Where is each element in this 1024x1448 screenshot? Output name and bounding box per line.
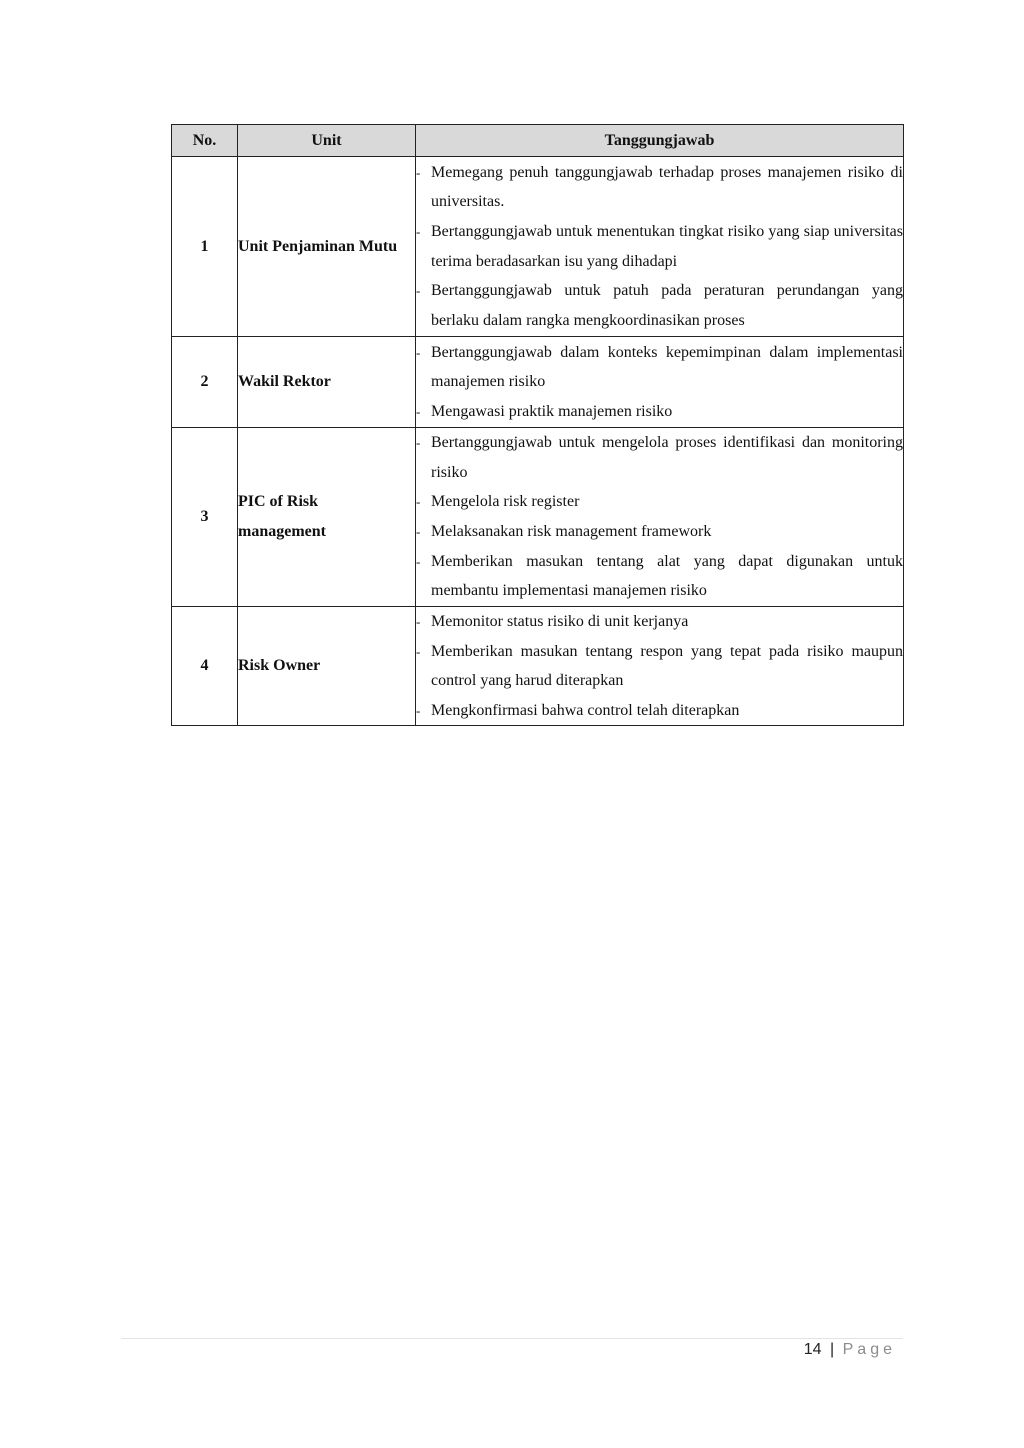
list-item — [416, 428, 903, 487]
table-row — [172, 428, 904, 607]
item-text: Memonitor status risiko di unit kerjanya — [431, 613, 689, 630]
footer-separator: | — [830, 1341, 835, 1358]
bullet-dash: - — [416, 164, 421, 180]
bullet-dash: - — [416, 223, 421, 239]
row-number: 3 — [172, 428, 238, 607]
item-text: Memberikan masukan tentang respon yang tepat pada risiko maupun control yang harud diterapkan — [431, 642, 903, 690]
row-number: 2 — [172, 337, 238, 428]
bullet-dash: - — [416, 435, 421, 451]
item-text: Mengelola risk register — [431, 493, 580, 511]
page-footer — [804, 1341, 896, 1359]
list-item — [416, 158, 903, 217]
responsibility-cell — [416, 337, 904, 428]
item-text: Mengawasi praktik manajemen risiko — [431, 402, 673, 420]
bullet-dash: - — [416, 283, 421, 299]
header-no: No. — [172, 125, 238, 157]
bullet-dash: - — [416, 344, 421, 360]
list-item — [416, 547, 903, 606]
list-item — [416, 487, 903, 517]
table-header-row — [172, 125, 904, 157]
table-row — [172, 607, 904, 726]
list-item — [416, 696, 903, 726]
list-item — [416, 607, 903, 637]
responsibility-cell — [416, 157, 904, 337]
bullet-dash: - — [416, 524, 421, 539]
list-item — [416, 637, 903, 696]
bullet-dash: - — [416, 614, 421, 629]
responsibility-cell — [416, 428, 904, 607]
unit-name-line: PIC of Risk — [238, 493, 319, 510]
item-text: Bertanggungjawab dalam konteks kepemimpinan dalam implementasi manajemen risiko — [431, 343, 903, 391]
bullet-dash: - — [416, 403, 421, 419]
item-text: Melaksanakan risk management framework — [431, 523, 712, 540]
bullet-dash: - — [416, 702, 421, 718]
list-item — [416, 338, 903, 397]
responsibility-table — [171, 124, 904, 726]
header-tanggungjawab: Tanggungjawab — [416, 125, 904, 157]
responsibility-cell — [416, 607, 904, 726]
item-text: Bertanggungjawab untuk patuh pada peraturan perundangan yang berlaku dalam rangka mengkoordinasikan proses — [431, 282, 903, 329]
table-row — [172, 337, 904, 428]
unit-name: Wakil Rektor — [238, 337, 416, 428]
unit-name — [238, 428, 416, 607]
unit-name-line: management — [238, 523, 326, 540]
row-number: 4 — [172, 607, 238, 726]
header-unit: Unit — [238, 125, 416, 157]
page-label: Page — [842, 1341, 896, 1358]
row-number: 1 — [172, 157, 238, 337]
item-text: Mengkonfirmasi bahwa control telah diterapkan — [431, 701, 740, 719]
item-text: Bertanggungjawab untuk menentukan tingkat risiko yang siap universitas terima beradasarkan isu yang dihadapi — [431, 222, 903, 270]
page-number: 14 — [803, 1341, 822, 1358]
table-row — [172, 157, 904, 337]
bullet-dash: - — [416, 553, 421, 569]
list-item — [416, 276, 903, 335]
item-text: Bertanggungjawab untuk mengelola proses identifikasi dan monitoring risiko — [431, 434, 903, 481]
list-item — [416, 517, 903, 547]
list-item — [416, 217, 903, 276]
bullet-dash: - — [416, 643, 421, 659]
footer-divider — [121, 1338, 903, 1339]
item-text: Memberikan masukan tentang alat yang dapat digunakan untuk membantu implementasi manajemen risiko — [431, 552, 903, 600]
unit-name: Unit Penjaminan Mutu — [238, 157, 416, 337]
list-item — [416, 397, 903, 427]
item-text: Memegang penuh tanggungjawab terhadap proses manajemen risiko di universitas. — [431, 163, 903, 211]
bullet-dash: - — [416, 494, 421, 510]
unit-name: Risk Owner — [238, 607, 416, 726]
